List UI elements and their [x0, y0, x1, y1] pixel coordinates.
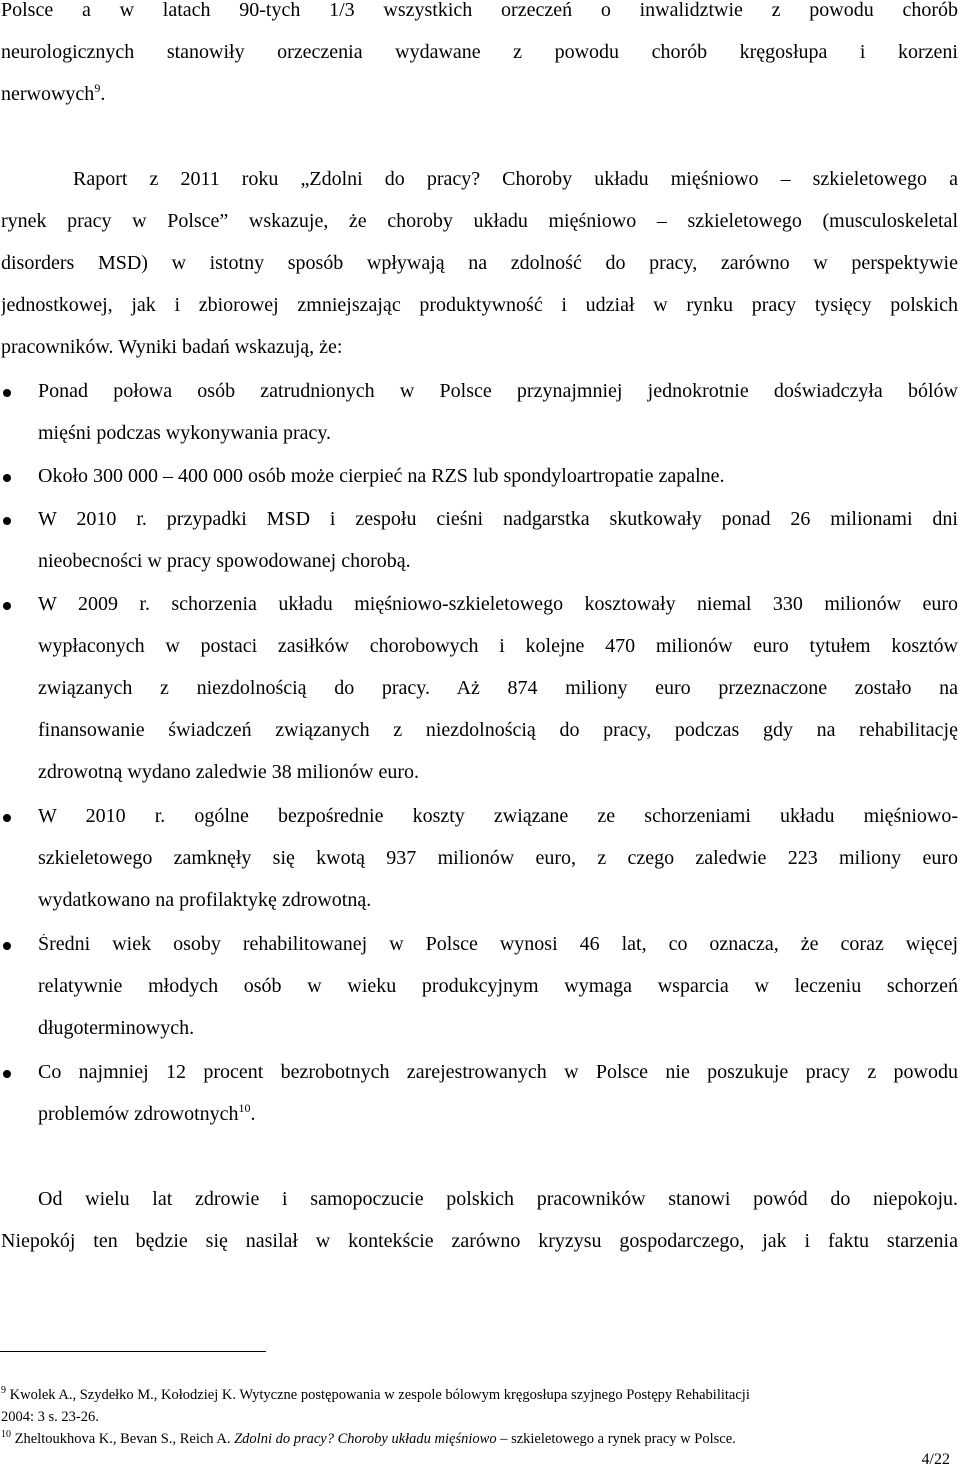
bullet-1-line-2: mięśni podczas wykonywania pracy. [38, 422, 332, 444]
footnote-ref-9[interactable]: 9 [94, 81, 101, 95]
bullet-marker [3, 602, 11, 610]
bullet-marker [3, 517, 11, 525]
bullet-5-line-2: szkieletowego zamknęły się kwotą 937 milionów euro, z czego zaledwie 223 miliony euro [38, 848, 958, 869]
bullet-marker [3, 389, 11, 397]
bullet-6-line-2: relatywnie młodych osób w wieku produkcyjnym wymaga wsparcia w leczeniu schorzeń [38, 976, 958, 997]
closing-line-2: Niepokój ten będzie się nasilał w kontekście zarówno kryzysu gospodarczego, jak i faktu starzenia [1, 1231, 958, 1252]
bullet-4-line-4: finansowanie świadczeń związanych z niezdolnością do pracy, podczas gdy na rehabilitację [38, 720, 958, 741]
closing-line-1: Od wielu lat zdrowie i samopoczucie polskich pracowników stanowi powód do niepokoju. [38, 1189, 958, 1210]
bullet-5-line-3: wydatkowano na profilaktykę zdrowotną. [38, 889, 372, 911]
page-number: 4/22 [921, 1451, 950, 1468]
footnote-9: $^9$ Kwolek A., Szydełko M., Kołodziej K. Wytyczne postępowania w zespole bólowym kręgosłupa szyjnego Postępy Rehabilitacji [1, 1385, 750, 1403]
bullet-4-line-2: wypłaconych w postaci zasiłków chorobowych i kolejne 470 milionów euro tytułem kosztów [38, 636, 958, 657]
report-line-3: disorders MSD) w istotny sposób wpływają na zdolność do pracy, zarówno w perspektywie [1, 253, 958, 274]
report-line-5: pracowników. Wyniki badań wskazują, że: [1, 336, 343, 358]
bullet-6-line-1: Średni wiek osoby rehabilitowanej w Polsce wynosi 46 lat, co oznacza, że coraz więcej [38, 934, 958, 955]
bullet-5-line-1: W 2010 r. ogólne bezpośrednie koszty związane ze schorzeniami układu mięśniowo- [38, 806, 958, 827]
bullet-7-line-2: problemów zdrowotnych$^{10}$. [38, 1101, 256, 1125]
bullet-2-line-1: Około 300 000 – 400 000 osób może cierpieć na RZS lub spondyloartropatie zapalne. [38, 465, 725, 487]
intro-line-1: Polsce a w latach 90-tych 1/3 wszystkich orzeczeń o inwalidztwie z powodu chorób [1, 0, 958, 21]
report-line-4: jednostkowej, jak i zbiorowej zmniejszając produktywność i udział w rynku pracy tysięcy polskich [1, 295, 958, 316]
bullet-3-line-1: W 2010 r. przypadki MSD i zespołu cieśni nadgarstka skutkowały ponad 26 milionami dni [38, 509, 958, 530]
footnote-10: $^{10}$ Zheltoukhova K., Bevan S., Reich A. Zdolni do pracy? Choroby układu mięśniowo – szkieletowego a rynek pracy w Polsce. [1, 1429, 736, 1447]
report-line-1: Raport z 2011 roku „Zdolni do pracy? Choroby układu mięśniowo – szkieletowego a [73, 169, 958, 190]
bullet-6-line-3: długoterminowych. [38, 1017, 195, 1039]
intro-line-2: neurologicznych stanowiły orzeczenia wydawane z powodu chorób kręgosłupa i korzeni [1, 42, 958, 63]
bullet-marker [3, 474, 11, 482]
bullet-4-line-3: związanych z niezdolnością do pracy. Aż 874 miliony euro przeznaczone zostało na [38, 678, 958, 699]
footnote-separator [0, 1351, 266, 1352]
footnote-ref-10[interactable]: 10 [238, 1101, 251, 1115]
bullet-3-line-2: nieobecności w pracy spowodowanej chorobą. [38, 550, 411, 572]
bullet-7-line-1: Co najmniej 12 procent bezrobotnych zarejestrowanych w Polsce nie poszukuje pracy z powodu [38, 1062, 958, 1083]
intro-line-3: nerwowych$^9$. [1, 81, 106, 105]
report-line-2: rynek pracy w Polsce” wskazuje, że choroby układu mięśniowo – szkieletowego (musculoskeletal [1, 211, 958, 232]
bullet-marker [3, 814, 11, 822]
bullet-4-line-5: zdrowotną wydano zaledwie 38 milionów euro. [38, 761, 420, 783]
bullet-1-line-1: Ponad połowa osób zatrudnionych w Polsce przynajmniej jednokrotnie doświadczyła bólów [38, 381, 958, 402]
bullet-marker [3, 1070, 11, 1078]
bullet-marker [3, 942, 11, 950]
bullet-4-line-1: W 2009 r. schorzenia układu mięśniowo-szkieletowego kosztowały niemal 330 milionów euro [38, 594, 958, 615]
footnote-9-cont: 2004: 3 s. 23-26. [1, 1409, 99, 1425]
